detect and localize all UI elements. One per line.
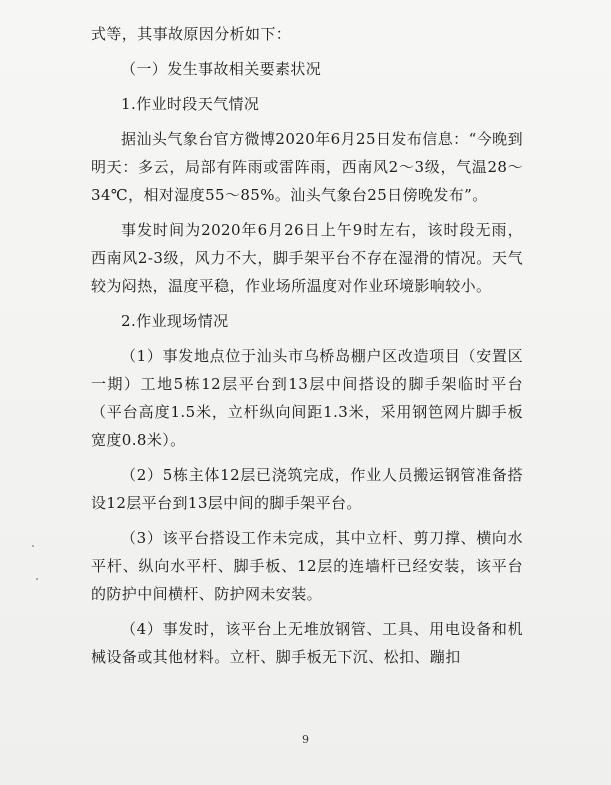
subheading-site-conditions: 2.作业现场情况 [121, 312, 229, 330]
paragraph-site-item-1: （1）事发地点位于汕头市乌桥岛棚户区改造项目（安置区一期）工地5栋12层平台到13层中间搭设的脚手架临时平台（平台高度1.5米，立杆纵向间距1.3米，采用钢笆网片脚手板宽度0.8米）。 [91, 347, 523, 449]
subheading-weather: 1.作业时段天气情况 [121, 95, 260, 113]
paragraph-site-item-3: （3）该平台搭设工作未完成，其中立杆、剪刀撑、横向水平杆、纵向水平杆、脚手板、12层的连墙杆已经安装，该平台的防护中间横杆、防护网未安装。 [91, 529, 523, 603]
page-number: 9 [302, 733, 309, 746]
scan-speck [36, 578, 38, 580]
paragraph-continuation: 式等，其事故原因分析如下： [91, 25, 292, 43]
scan-speck [32, 545, 34, 547]
paragraph-site-item-2: （2）5栋主体12层已浇筑完成，作业人员搬运钢管准备搭设12层平台到13层中间的脚手架平台。 [91, 466, 523, 512]
document-body [91, 20, 523, 678]
paragraph-incident-weather: 事发时间为2020年6月26日上午9时左右，该时段无雨，西南风2-3级，风力不大，脚手架平台不存在湿滑的情况。天气较为闷热，温度平稳，作业场所温度对作业环境影响较小。 [91, 221, 523, 295]
section-heading-factors: （一）发生事故相关要素状况 [121, 60, 322, 78]
paragraph-weather-forecast: 据汕头气象台官方微博2020年6月25日发布信息：“今晚到明天：多云，局部有阵雨或雷阵雨，西南风2～3级，气温28～34℃，相对湿度55～85%。汕头气象台25日傍晚发布”。 [91, 130, 523, 204]
paragraph-site-item-4: （4）事发时，该平台上无堆放钢管、工具、用电设备和机械设备或其他材料。立杆、脚手板无下沉、松扣、蹦扣 [91, 620, 523, 666]
